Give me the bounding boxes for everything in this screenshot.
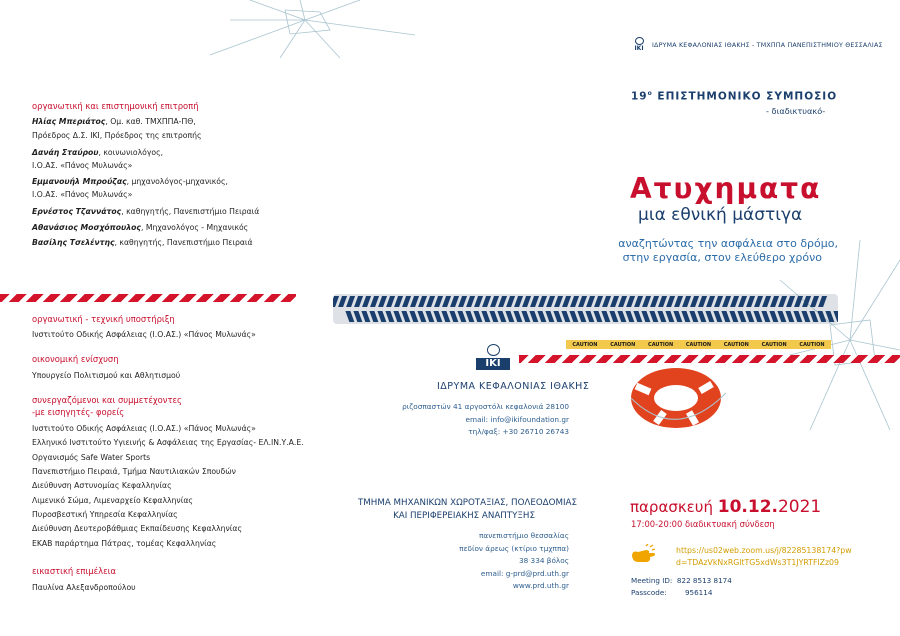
hazard-stripe-right [519, 355, 900, 363]
hand-click-icon [628, 544, 658, 566]
partner-item: Ινστιτούτο Οδικής Ασφάλειας (Ι.Ο.ΑΣ.) «Πάνος Μυλωνάς» [32, 424, 256, 433]
partner-item: ΕΚΑΒ παράρτημα Πάτρας, τομέας Κεφαλληνίας [32, 539, 217, 548]
tech-text: Ινστιτούτο Οδικής Ασφάλειας (Ι.Ο.ΑΣ.) «Πάνος Μυλωνάς» [32, 330, 256, 339]
funding-text: Υπουργείο Πολιτισμού και Αθλητισμού [32, 371, 181, 380]
left-column [32, 0, 332, 636]
committee-heading: οργανωτική και επιστημονική επιτροπή [32, 101, 199, 111]
symposium-title: $19^o$ ΕΠΙΣΤΗΜΟΝΙΚΟ ΣΥΜΠΟΣΙΟ [631, 90, 838, 103]
partners-heading: συνεργαζόμενοι και συμμετέχοντες [32, 395, 182, 405]
funding-heading: οικονομική ενίσχυση [32, 354, 119, 364]
tagline-1: αναζητώντας την ασφάλεια στο δρόμο, [618, 237, 838, 250]
foundation-name: ΙΔΡΥΜΑ ΚΕΦΑΛΟΝΙΑΣ ΙΘΑΚΗΣ [437, 381, 590, 392]
committee-member: Ερνέστος Τζαννάτος, καθηγητής, Πανεπιστήμιο Πειραιά [32, 207, 260, 216]
committee-member: Εμμανουήλ Μπρούζας, μηχανολόγος-μηχανικός, [32, 177, 228, 186]
partner-item: Διεύθυνση Αστυνομίας Κεφαλληνίας [32, 481, 172, 490]
committee-member: Βασίλης Τσελέντης, καθηγητής, Πανεπιστήμιο Πειραιά [32, 238, 253, 247]
iki-logo-mid: ΙΚΙ [476, 344, 510, 370]
page-subtitle: μια εθνική μάστιγα [638, 205, 803, 225]
art-heading: εικαστική επιμέλεια [32, 566, 117, 576]
page-title: Ατυχηματα [630, 172, 822, 205]
event-date: παρασκευή 10.12.2021 [630, 497, 822, 517]
committee-member: Ηλίας Μπεριάτος, Ομ. καθ. ΤΜΧΠΠΑ-ΠΘ, [32, 117, 196, 126]
lifebuoy-image [626, 368, 736, 440]
university-address: πανεπιστήμιο θεσσαλίας πεδίον άρεως (κτίριο τμχππα) 38 334 βόλος email: g-prd@prd.uth.gr www.prd.uth.gr [459, 531, 569, 590]
foundation-address: ριζοσπαστών 41 αργοστόλι κεφαλονιά 28100 email: info@ikifoundation.gr τηλ/φαξ: +30 26710 26743 [402, 402, 569, 436]
tagline-2: στην εργασία, στον ελεύθερο χρόνο [622, 251, 822, 264]
symposium-subtitle: - διαδικτυακό- [766, 106, 826, 116]
art-text: Παυλίνα Αλεξανδροπούλου [32, 583, 136, 592]
committee-member: Αθανάσιος Μοσχόπουλος, Μηχανολόγος - Μηχανικός [32, 223, 249, 232]
partner-item: Πανεπιστήμιο Πειραιά, Τμήμα Ναυτιλιακών Σπουδών [32, 467, 236, 476]
tire-track [333, 288, 838, 330]
event-time: 17:00-20:00 διαδικτυακή σύνδεση [631, 519, 775, 529]
zoom-link[interactable]: https://us02web.zoom.us/j/82285138174?pw d=TDAzVkNxRGltTG5xdWs3T1JYRTFlZz09 [676, 546, 852, 567]
organizers-line: ΙΔΡΥΜΑ ΚΕΦΑΛΟΝΙΑΣ ΙΘΑΚΗΣ - ΤΜΧΠΠΑ ΠΑΝΕΠΙΣΤΗΜΙΟΥ ΘΕΣΣΑΛΙΑΣ [652, 42, 883, 49]
hazard-stripe-left [0, 294, 296, 302]
committee-member-detail: Ι.Ο.ΑΣ. «Πάνος Μυλωνάς» [32, 161, 133, 170]
department-name: ΤΜΗΜΑ ΜΗΧΑΝΙΚΩΝ ΧΩΡΟΤΑΞΙΑΣ, ΠΟΛΕΟΔΟΜΙΑΣ ΚΑΙ ΠΕΡΙΦΕΡΕΙΑΚΗΣ ΑΝΑΠΤΥΞΗΣ [358, 498, 577, 521]
partner-item: Ελληνικό Ινστιτούτο Υγιεινής & Ασφάλειας της Εργασίας- ΕΛ.ΙΝ.Υ.Α.Ε. [32, 438, 304, 447]
committee-member-detail: Πρόεδρος Δ.Σ. ΙΚΙ, Πρόεδρος της επιτροπής [32, 131, 202, 140]
partner-item: Λιμενικό Σώμα, Λιμεναρχείο Κεφαλληνίας [32, 496, 193, 505]
partner-item: Διεύθυνση Δευτεροβάθμιας Εκπαίδευσης Κεφαλληνίας [32, 524, 242, 533]
partner-item: Πυροσβεστική Υπηρεσία Κεφαλληνίας [32, 510, 178, 519]
partner-item: Οργανισμός Safe Water Sports [32, 453, 151, 462]
meeting-info: Meeting ID: 822 8513 8174 Passcode: 956114 [631, 576, 732, 597]
partners-heading-sub: -με εισηγητές- φορείς [32, 407, 125, 417]
iki-logo-top: ΙΚΙ [629, 37, 649, 51]
caution-tape: CAUTION CAUTION CAUTION CAUTION CAUTION CAUTION CAUTION [566, 340, 831, 349]
tech-heading: οργανωτική - τεχνική υποστήριξη [32, 314, 175, 324]
committee-member: Δανάη Σταύρου, κοινωνιολόγος, [32, 148, 164, 157]
committee-member-detail: Ι.Ο.ΑΣ. «Πάνος Μυλωνάς» [32, 190, 133, 199]
